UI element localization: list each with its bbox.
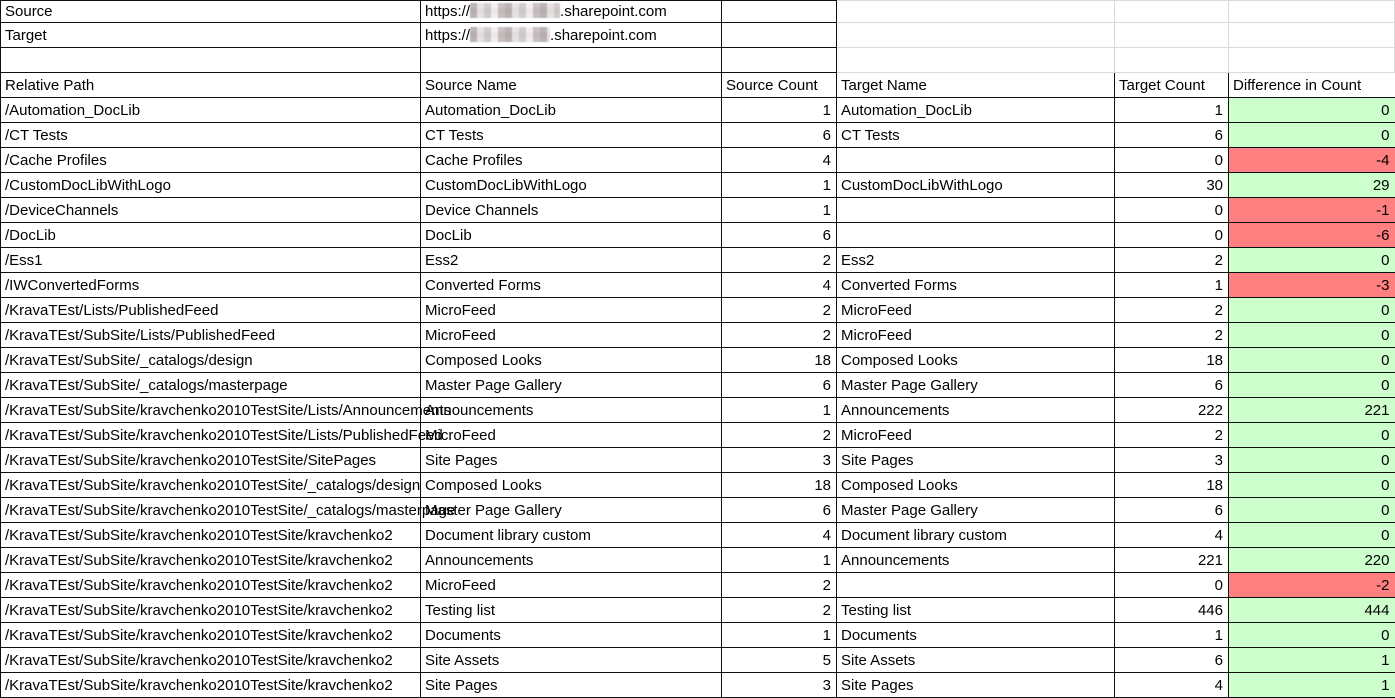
cell-relative-path[interactable]: /KravaTEst/SubSite/kravchenko2010TestSite/Lists/PublishedFeed	[1, 423, 421, 448]
cell-source-name[interactable]: Device Channels	[421, 198, 722, 223]
cell-source-name[interactable]: MicroFeed	[421, 298, 722, 323]
cell-target-name[interactable]: Composed Looks	[837, 348, 1115, 373]
cell-target-count[interactable]: 221	[1115, 548, 1229, 573]
url-suffix: .sharepoint.com	[550, 26, 657, 44]
cell-source-name[interactable]: Master Page Gallery	[421, 498, 722, 523]
cell-source-count[interactable]: 3	[722, 448, 837, 473]
cell-source-name[interactable]: Document library custom	[421, 523, 722, 548]
empty-grid-cell[interactable]	[1115, 23, 1229, 48]
cell-difference[interactable]: 0	[1229, 298, 1395, 323]
url-prefix: https://	[425, 26, 471, 44]
cell-source-name[interactable]: CT Tests	[421, 123, 722, 148]
cell-source-count[interactable]: 1	[722, 623, 837, 648]
cell-difference[interactable]: -3	[1229, 273, 1395, 298]
cell-source-name[interactable]: Site Pages	[421, 673, 722, 698]
cell-difference[interactable]: 29	[1229, 173, 1395, 198]
source-url-cell[interactable]	[421, 1, 722, 23]
cell-difference[interactable]: 220	[1229, 548, 1395, 573]
empty-cell[interactable]	[1, 48, 421, 73]
table-row	[1, 223, 1395, 248]
cell-source-name[interactable]: Cache Profiles	[421, 148, 722, 173]
cell-difference[interactable]: 0	[1229, 98, 1395, 123]
cell-difference[interactable]: 0	[1229, 498, 1395, 523]
cell-target-name[interactable]: Master Page Gallery	[837, 498, 1115, 523]
cell-relative-path[interactable]: /Cache Profiles	[1, 148, 421, 173]
cell-source-count[interactable]: 2	[722, 423, 837, 448]
table-row	[1, 673, 1395, 698]
cell-source-count[interactable]: 6	[722, 123, 837, 148]
table-row	[1, 248, 1395, 273]
target-row-label[interactable]: Target	[1, 23, 421, 48]
table-row	[1, 298, 1395, 323]
cell-target-name[interactable]	[837, 198, 1115, 223]
redacted-url-segment	[470, 27, 550, 42]
cell-source-name[interactable]: Ess2	[421, 248, 722, 273]
cell-target-count[interactable]: 2	[1115, 248, 1229, 273]
empty-grid-cell[interactable]	[837, 48, 1115, 73]
cell-difference[interactable]: 0	[1229, 123, 1395, 148]
cell-source-name[interactable]: Automation_DocLib	[421, 98, 722, 123]
cell-target-count[interactable]: 0	[1115, 223, 1229, 248]
cell-target-name[interactable]	[837, 148, 1115, 173]
source-row-label[interactable]: Source	[1, 1, 421, 23]
cell-target-count[interactable]: 2	[1115, 423, 1229, 448]
cell-source-name[interactable]: Testing list	[421, 598, 722, 623]
cell-target-name[interactable]: Documents	[837, 623, 1115, 648]
cell-target-count[interactable]: 3	[1115, 448, 1229, 473]
header-source-count[interactable]: Source Count	[722, 73, 837, 98]
cell-source-count[interactable]: 4	[722, 523, 837, 548]
cell-relative-path[interactable]: /KravaTEst/SubSite/_catalogs/masterpage	[1, 373, 421, 398]
cell-target-count[interactable]: 6	[1115, 648, 1229, 673]
cell-difference[interactable]: -1	[1229, 198, 1395, 223]
cell-difference[interactable]: -2	[1229, 573, 1395, 598]
cell-target-count[interactable]: 1	[1115, 273, 1229, 298]
table-row	[1, 98, 1395, 123]
cell-target-count[interactable]: 18	[1115, 473, 1229, 498]
cell-source-name[interactable]: MicroFeed	[421, 323, 722, 348]
empty-cell[interactable]	[722, 23, 837, 48]
empty-grid-cell[interactable]	[1229, 48, 1395, 73]
cell-source-name[interactable]: Announcements	[421, 398, 722, 423]
cell-source-count[interactable]: 4	[722, 273, 837, 298]
cell-target-name[interactable]	[837, 573, 1115, 598]
table-row	[1, 623, 1395, 648]
cell-source-name[interactable]: DocLib	[421, 223, 722, 248]
empty-grid-cell[interactable]	[1115, 1, 1229, 23]
cell-target-name[interactable]: Composed Looks	[837, 473, 1115, 498]
cell-target-name[interactable]: MicroFeed	[837, 298, 1115, 323]
table-row	[1, 598, 1395, 623]
cell-target-count[interactable]: 1	[1115, 98, 1229, 123]
cell-difference[interactable]: 0	[1229, 523, 1395, 548]
cell-source-count[interactable]: 1	[722, 173, 837, 198]
cell-source-count[interactable]: 6	[722, 498, 837, 523]
cell-relative-path[interactable]: /KravaTEst/SubSite/kravchenko2010TestSite/_catalogs/design	[1, 473, 421, 498]
cell-source-name[interactable]: Master Page Gallery	[421, 373, 722, 398]
cell-source-count[interactable]: 2	[722, 323, 837, 348]
cell-source-count[interactable]: 6	[722, 373, 837, 398]
cell-difference[interactable]: 0	[1229, 623, 1395, 648]
cell-target-count[interactable]: 0	[1115, 198, 1229, 223]
cell-source-name[interactable]: Site Pages	[421, 448, 722, 473]
cell-source-count[interactable]: 4	[722, 148, 837, 173]
cell-target-name[interactable]: MicroFeed	[837, 323, 1115, 348]
target-url-row	[1, 23, 1395, 48]
cell-target-count[interactable]: 30	[1115, 173, 1229, 198]
cell-target-name[interactable]: Ess2	[837, 248, 1115, 273]
cell-target-name[interactable]: Automation_DocLib	[837, 98, 1115, 123]
table-row	[1, 173, 1395, 198]
empty-grid-cell[interactable]	[1115, 48, 1229, 73]
cell-relative-path[interactable]: /KravaTEst/SubSite/kravchenko2010TestSite/kravchenko2	[1, 548, 421, 573]
header-row	[1, 73, 1395, 98]
cell-target-name[interactable]: CustomDocLibWithLogo	[837, 173, 1115, 198]
cell-difference[interactable]: 1	[1229, 648, 1395, 673]
url-prefix: https://	[425, 2, 471, 20]
cell-target-count[interactable]: 2	[1115, 323, 1229, 348]
cell-relative-path[interactable]: /KravaTEst/SubSite/kravchenko2010TestSite/SitePages	[1, 448, 421, 473]
cell-target-name[interactable]: Site Pages	[837, 673, 1115, 698]
cell-relative-path[interactable]: /KravaTEst/SubSite/kravchenko2010TestSite/kravchenko2	[1, 598, 421, 623]
header-source-name[interactable]: Source Name	[421, 73, 722, 98]
cell-target-name[interactable]: Testing list	[837, 598, 1115, 623]
cell-target-name[interactable]: CT Tests	[837, 123, 1115, 148]
empty-grid-cell[interactable]	[837, 23, 1115, 48]
table-row	[1, 348, 1395, 373]
cell-target-name[interactable]: Master Page Gallery	[837, 373, 1115, 398]
cell-source-count[interactable]: 1	[722, 198, 837, 223]
target-url-cell[interactable]	[421, 23, 722, 48]
cell-difference[interactable]: -4	[1229, 148, 1395, 173]
table-row	[1, 148, 1395, 173]
cell-source-count[interactable]: 2	[722, 248, 837, 273]
cell-source-name[interactable]: Site Assets	[421, 648, 722, 673]
cell-source-name[interactable]: Composed Looks	[421, 348, 722, 373]
cell-relative-path[interactable]: /KravaTEst/SubSite/kravchenko2010TestSite/kravchenko2	[1, 573, 421, 598]
cell-source-count[interactable]: 6	[722, 223, 837, 248]
cell-difference[interactable]: 0	[1229, 248, 1395, 273]
cell-source-name[interactable]: Converted Forms	[421, 273, 722, 298]
table-row	[1, 473, 1395, 498]
table-row	[1, 498, 1395, 523]
header-target-name[interactable]: Target Name	[837, 73, 1115, 98]
cell-relative-path[interactable]: /Ess1	[1, 248, 421, 273]
cell-source-count[interactable]: 18	[722, 348, 837, 373]
cell-relative-path[interactable]: /KravaTEst/SubSite/kravchenko2010TestSite/kravchenko2	[1, 648, 421, 673]
cell-target-count[interactable]: 2	[1115, 298, 1229, 323]
cell-target-count[interactable]: 4	[1115, 523, 1229, 548]
table-row	[1, 648, 1395, 673]
cell-target-count[interactable]: 6	[1115, 373, 1229, 398]
cell-relative-path[interactable]: /CustomDocLibWithLogo	[1, 173, 421, 198]
table-row	[1, 323, 1395, 348]
table-row	[1, 198, 1395, 223]
cell-difference[interactable]: 0	[1229, 373, 1395, 398]
cell-source-name[interactable]: MicroFeed	[421, 573, 722, 598]
cell-difference[interactable]: 444	[1229, 598, 1395, 623]
cell-target-count[interactable]: 0	[1115, 148, 1229, 173]
cell-target-count[interactable]: 1	[1115, 623, 1229, 648]
empty-cell[interactable]	[421, 48, 722, 73]
cell-relative-path[interactable]: /KravaTEst/SubSite/kravchenko2010TestSite/Lists/Announcements	[1, 398, 421, 423]
cell-target-name[interactable]: Site Assets	[837, 648, 1115, 673]
cell-target-count[interactable]: 6	[1115, 123, 1229, 148]
cell-source-count[interactable]: 1	[722, 98, 837, 123]
cell-source-name[interactable]: MicroFeed	[421, 423, 722, 448]
cell-source-count[interactable]: 2	[722, 573, 837, 598]
table-row	[1, 573, 1395, 598]
cell-target-name[interactable]: Converted Forms	[837, 273, 1115, 298]
cell-source-count[interactable]: 18	[722, 473, 837, 498]
cell-source-count[interactable]: 1	[722, 398, 837, 423]
cell-relative-path[interactable]: /DocLib	[1, 223, 421, 248]
cell-target-name[interactable]: MicroFeed	[837, 423, 1115, 448]
cell-relative-path[interactable]: /CT Tests	[1, 123, 421, 148]
empty-cell[interactable]	[722, 1, 837, 23]
cell-relative-path[interactable]: /KravaTEst/SubSite/kravchenko2010TestSite/kravchenko2	[1, 673, 421, 698]
cell-target-count[interactable]: 222	[1115, 398, 1229, 423]
cell-target-count[interactable]: 446	[1115, 598, 1229, 623]
cell-target-count[interactable]: 4	[1115, 673, 1229, 698]
cell-source-count[interactable]: 2	[722, 298, 837, 323]
cell-target-name[interactable]: Announcements	[837, 398, 1115, 423]
cell-difference[interactable]: 0	[1229, 423, 1395, 448]
cell-source-count[interactable]: 2	[722, 598, 837, 623]
header-relative-path[interactable]: Relative Path	[1, 73, 421, 98]
table-row	[1, 373, 1395, 398]
cell-difference[interactable]: 221	[1229, 398, 1395, 423]
table-row	[1, 273, 1395, 298]
cell-target-name[interactable]: Document library custom	[837, 523, 1115, 548]
cell-relative-path[interactable]: /KravaTEst/SubSite/kravchenko2010TestSite/_catalogs/masterpage	[1, 498, 421, 523]
table-row	[1, 123, 1395, 148]
empty-grid-cell[interactable]	[837, 1, 1115, 23]
table-row	[1, 523, 1395, 548]
cell-relative-path[interactable]: /KravaTEst/Lists/PublishedFeed	[1, 298, 421, 323]
cell-difference[interactable]: 1	[1229, 673, 1395, 698]
cell-difference[interactable]: 0	[1229, 323, 1395, 348]
cell-source-name[interactable]: Composed Looks	[421, 473, 722, 498]
cell-source-count[interactable]: 3	[722, 673, 837, 698]
cell-difference[interactable]: -6	[1229, 223, 1395, 248]
cell-source-count[interactable]: 1	[722, 548, 837, 573]
spacer-row	[1, 48, 1395, 73]
cell-relative-path[interactable]: /KravaTEst/SubSite/Lists/PublishedFeed	[1, 323, 421, 348]
data-rows	[1, 98, 1395, 698]
cell-relative-path[interactable]: /KravaTEst/SubSite/kravchenko2010TestSite/kravchenko2	[1, 623, 421, 648]
cell-target-count[interactable]: 18	[1115, 348, 1229, 373]
table-row	[1, 398, 1395, 423]
cell-difference[interactable]: 0	[1229, 473, 1395, 498]
source-url-row	[1, 1, 1395, 23]
url-suffix: .sharepoint.com	[560, 2, 667, 20]
empty-grid-cell[interactable]	[1229, 1, 1395, 23]
cell-relative-path[interactable]: /Automation_DocLib	[1, 98, 421, 123]
cell-target-name[interactable]: Site Pages	[837, 448, 1115, 473]
cell-relative-path[interactable]: /IWConvertedForms	[1, 273, 421, 298]
cell-source-name[interactable]: Announcements	[421, 548, 722, 573]
cell-source-name[interactable]: CustomDocLibWithLogo	[421, 173, 722, 198]
table-row	[1, 448, 1395, 473]
cell-target-name[interactable]: Announcements	[837, 548, 1115, 573]
header-target-count[interactable]: Target Count	[1115, 73, 1229, 98]
empty-grid-cell[interactable]	[1229, 23, 1395, 48]
empty-cell[interactable]	[722, 48, 837, 73]
cell-difference[interactable]: 0	[1229, 448, 1395, 473]
table-row	[1, 548, 1395, 573]
cell-source-count[interactable]: 5	[722, 648, 837, 673]
cell-relative-path[interactable]: /KravaTEst/SubSite/_catalogs/design	[1, 348, 421, 373]
cell-difference[interactable]: 0	[1229, 348, 1395, 373]
redacted-url-segment	[470, 3, 560, 18]
cell-source-name[interactable]: Documents	[421, 623, 722, 648]
cell-target-count[interactable]: 6	[1115, 498, 1229, 523]
table-row	[1, 423, 1395, 448]
cell-target-count[interactable]: 0	[1115, 573, 1229, 598]
header-difference[interactable]: Difference in Count	[1229, 73, 1395, 98]
cell-relative-path[interactable]: /KravaTEst/SubSite/kravchenko2010TestSite/kravchenko2	[1, 523, 421, 548]
cell-target-name[interactable]	[837, 223, 1115, 248]
cell-relative-path[interactable]: /DeviceChannels	[1, 198, 421, 223]
